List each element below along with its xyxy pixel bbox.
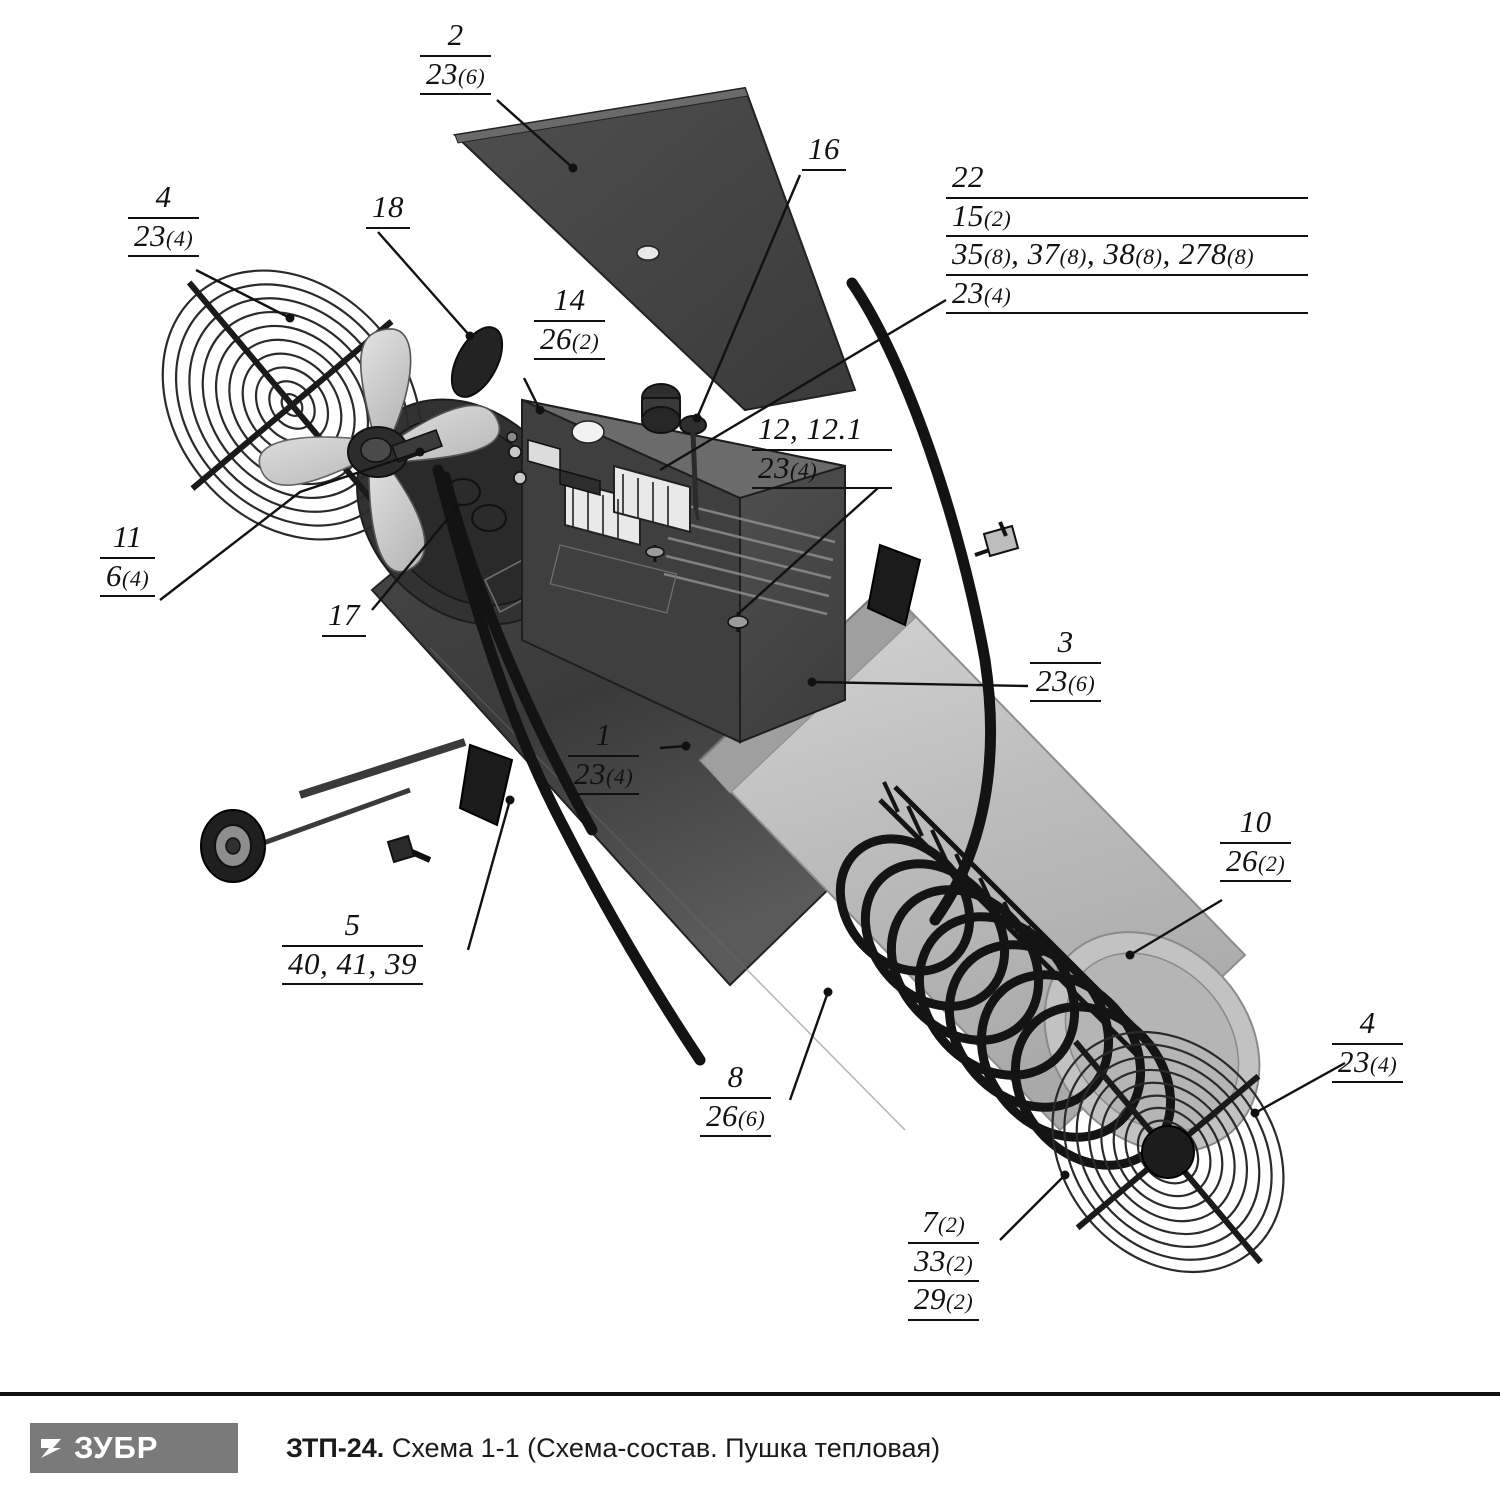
callout-8-line-1: 8 — [700, 1060, 771, 1099]
brand-logo — [30, 1423, 238, 1473]
callout-14 — [534, 283, 605, 360]
callout-7-line-1: 7(2) — [908, 1205, 979, 1244]
callout-10 — [1220, 805, 1291, 882]
callout-3 — [1030, 625, 1101, 702]
callout-22-line-3: 35(8), 37(8), 38(8), 278(8) — [946, 237, 1308, 276]
callout-17-line-1: 17 — [322, 598, 366, 637]
zubr-mark-icon — [30, 1423, 74, 1473]
callout-11 — [100, 520, 155, 597]
callout-3-line-1: 3 — [1030, 625, 1101, 664]
callout-22-line-1: 22 — [946, 160, 1308, 199]
callout-12-line-1: 12, 12.1 — [752, 412, 892, 451]
callout-1-line-2: 23(4) — [568, 757, 639, 796]
part-thumb-screw — [975, 522, 1018, 556]
callout-12-line-2: 23(4) — [752, 451, 892, 490]
callout-7-line-3: 29(2) — [908, 1282, 979, 1321]
callout-2-line-2: 23(6) — [420, 57, 491, 96]
drawing-subtitle: Схема 1-1 (Схема-состав. Пушка тепловая) — [391, 1432, 941, 1463]
callout-4-right-line-2: 23(4) — [1332, 1045, 1403, 1084]
callout-1 — [568, 718, 639, 795]
part-wheel-axle — [201, 742, 465, 882]
callout-4-left — [128, 180, 199, 257]
callout-4-left-line-2: 23(4) — [128, 219, 199, 258]
callout-5-line-1: 5 — [282, 908, 423, 947]
callout-3-line-2: 23(6) — [1030, 664, 1101, 703]
callout-4-right — [1332, 1006, 1403, 1083]
callout-18-line-1: 18 — [366, 190, 410, 229]
callout-14-line-2: 26(2) — [534, 322, 605, 361]
callout-2 — [420, 18, 491, 95]
callout-11-line-2: 6(4) — [100, 559, 155, 598]
callout-4-right-line-1: 4 — [1332, 1006, 1403, 1045]
drawing-caption — [286, 1433, 940, 1464]
callout-12 — [752, 412, 892, 489]
part-motor-18 — [442, 319, 513, 405]
callout-16 — [802, 132, 846, 171]
callout-18 — [366, 190, 410, 229]
callout-17 — [322, 598, 366, 637]
callout-5-line-2: 40, 41, 39 — [282, 947, 423, 986]
callout-5 — [282, 908, 423, 985]
part-cable-gland — [642, 384, 680, 433]
callout-7 — [908, 1205, 979, 1321]
callout-11-line-1: 11 — [100, 520, 155, 559]
footer — [0, 1396, 1500, 1500]
drawing-model: ЗТП-24. — [286, 1432, 385, 1463]
callout-7-line-2: 33(2) — [908, 1244, 979, 1283]
callout-1-line-1: 1 — [568, 718, 639, 757]
callout-4-left-line-1: 4 — [128, 180, 199, 219]
callout-10-line-1: 10 — [1220, 805, 1291, 844]
callout-10-line-2: 26(2) — [1220, 844, 1291, 883]
callout-22-line-4: 23(4) — [946, 276, 1308, 315]
part-top-cover — [455, 88, 855, 410]
callout-2-line-1: 2 — [420, 18, 491, 57]
callout-14-line-1: 14 — [534, 283, 605, 322]
callout-8-line-2: 26(6) — [700, 1099, 771, 1138]
callout-16-line-1: 16 — [802, 132, 846, 171]
brand-wordmark: ЗУБР — [74, 1430, 159, 1465]
callout-22 — [946, 160, 1308, 314]
callout-22-line-2: 15(2) — [946, 199, 1308, 238]
callout-8 — [700, 1060, 771, 1137]
